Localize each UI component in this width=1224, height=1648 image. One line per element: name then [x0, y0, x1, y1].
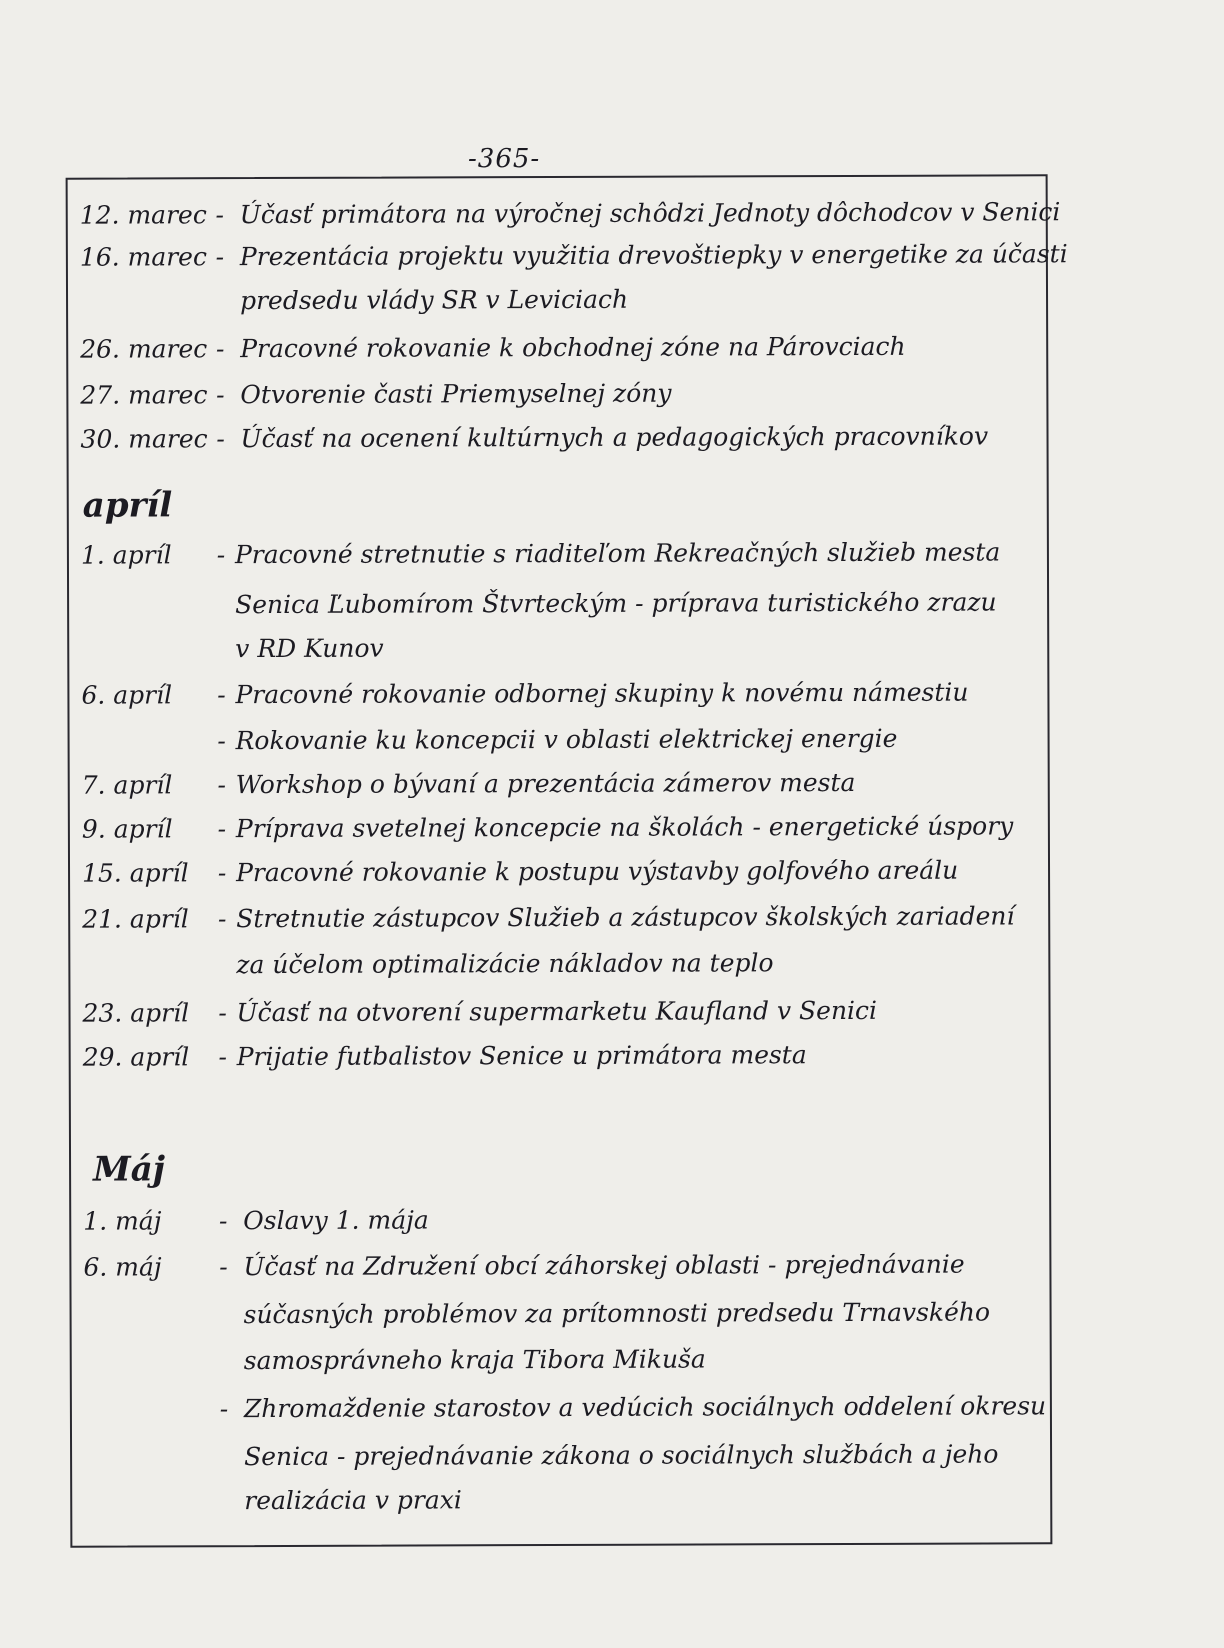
list-item [71, 1238, 1049, 1291]
entry-dash: - [218, 1041, 227, 1071]
entry-dash: - [217, 857, 227, 887]
entry-text: Účasť primátora na výročnej schôdzi Jednoty dôchodcov v Senici [239, 196, 1061, 229]
entry-date: 1. apríl [80, 539, 172, 570]
entry-text: samosprávneho kraja Tibora Mikuša [243, 1343, 706, 1375]
entry-dash: - [215, 241, 225, 271]
entry-date: 15. apríl [81, 857, 189, 888]
entry-dash: - [215, 333, 225, 363]
entry-date: 26. marec [80, 333, 208, 364]
entry-date: 29. apríl [82, 1041, 190, 1072]
entry-text: Senica Ľubomírom Štvrteckým - príprava turistického zrazu [235, 586, 997, 619]
entry-dash: - [216, 423, 225, 453]
entry-date: 6. máj [83, 1251, 162, 1282]
entry-text: Pracovné rokovanie k obchodnej zóne na Párovciach [240, 331, 906, 363]
list-item [72, 1332, 1050, 1385]
entry-dash: - [217, 725, 226, 755]
entry-text: za účelom optimalizácie nákladov na teplo [236, 947, 774, 979]
page-number: -365- [468, 144, 541, 174]
entry-text: Prijatie futbalistov Senice u primátora mesta [236, 1039, 807, 1071]
list-item [68, 320, 1046, 373]
entry-dash: - [219, 1393, 229, 1423]
entry-dash: - [215, 199, 225, 229]
entry-text: Oslavy 1. mája [243, 1204, 429, 1235]
entry-text: Rokovanie ku koncepcii v oblasti elektrickej energie [235, 723, 898, 755]
entry-text: Workshop o bývaní a prezentácia zámerov mesta [235, 767, 856, 799]
journal-frame [66, 174, 1068, 1547]
entry-date: 9. apríl [81, 813, 173, 844]
entry-text: realizácia v praxi [244, 1484, 462, 1515]
list-item [70, 844, 1048, 897]
entry-date: 6. apríl [81, 679, 173, 710]
entry-text: Príprava svetelnej koncepcie na školách - energetické úspory [235, 810, 1014, 843]
entry-text: Pracovné rokovanie k postupu výstavby golfového areálu [235, 855, 959, 887]
entry-text: Účasť na Združení obcí záhorskej oblasti - prejednávanie [243, 1249, 965, 1281]
entry-text: Pracovné rokovanie odbornej skupiny k novému námestiu [235, 677, 969, 709]
entry-date: 30. marec [80, 423, 208, 454]
entry-text: Stretnutie zástupcov Služieb a zástupcov školských zariadení [236, 900, 1015, 933]
list-item [71, 1028, 1049, 1081]
entry-dash: - [218, 1205, 228, 1235]
list-item [70, 936, 1048, 989]
entry-dash: - [217, 769, 226, 799]
entry-text: Prezentácia projektu využitia drevoštiepky v energetike za účasti [239, 238, 1068, 271]
list-item [68, 410, 1046, 463]
entry-dash: - [217, 903, 227, 933]
entry-dash: - [217, 813, 227, 843]
list-item [71, 1192, 1049, 1245]
entry-dash: - [216, 539, 226, 569]
list-item [69, 666, 1047, 719]
entry-date: 21. apríl [82, 903, 189, 934]
month-heading-april: apríl [82, 485, 173, 526]
entry-date: 27. marec [80, 379, 208, 410]
entry-date: 1. máj [83, 1205, 162, 1236]
entry-date: 12. marec [79, 199, 207, 230]
entry-date: 7. apríl [81, 769, 173, 800]
entry-dash: - [216, 379, 225, 409]
list-item [72, 1472, 1050, 1525]
entry-dash: - [217, 679, 226, 709]
entry-text: súčasných problémov za prítomnosti predsedu Trnavského [243, 1296, 991, 1329]
entry-dash: - [218, 997, 227, 1027]
entry-text: Účasť na otvorení supermarketu Kaufland v Senici [236, 995, 878, 1027]
entry-dash: - [219, 1251, 228, 1281]
list-item [70, 890, 1048, 943]
entry-text: predsedu vlády SR v Leviciach [239, 284, 629, 315]
list-item [68, 272, 1046, 325]
entry-date: 23. apríl [82, 997, 190, 1028]
entry-text: Pracovné stretnutie s riaditeľom Rekreačných služieb mesta [234, 536, 1001, 569]
list-item [69, 620, 1047, 673]
entry-text: v RD Kunov [235, 633, 384, 663]
entry-date: 16. marec [79, 241, 208, 272]
month-heading-may: Máj [93, 1149, 166, 1190]
list-item [71, 1286, 1049, 1339]
entry-text: Zhromaždenie starostov a vedúcich sociálnych oddelení okresu [243, 1390, 1047, 1423]
entry-text: Účasť na ocenení kultúrnych a pedagogických pracovníkov [240, 420, 989, 453]
list-item [69, 526, 1047, 579]
entry-text: Senica - prejednávanie zákona o sociálnych službách a jeho [244, 1438, 999, 1471]
entry-text: Otvorenie časti Priemyselnej zóny [240, 378, 672, 409]
list-item [72, 1380, 1050, 1433]
